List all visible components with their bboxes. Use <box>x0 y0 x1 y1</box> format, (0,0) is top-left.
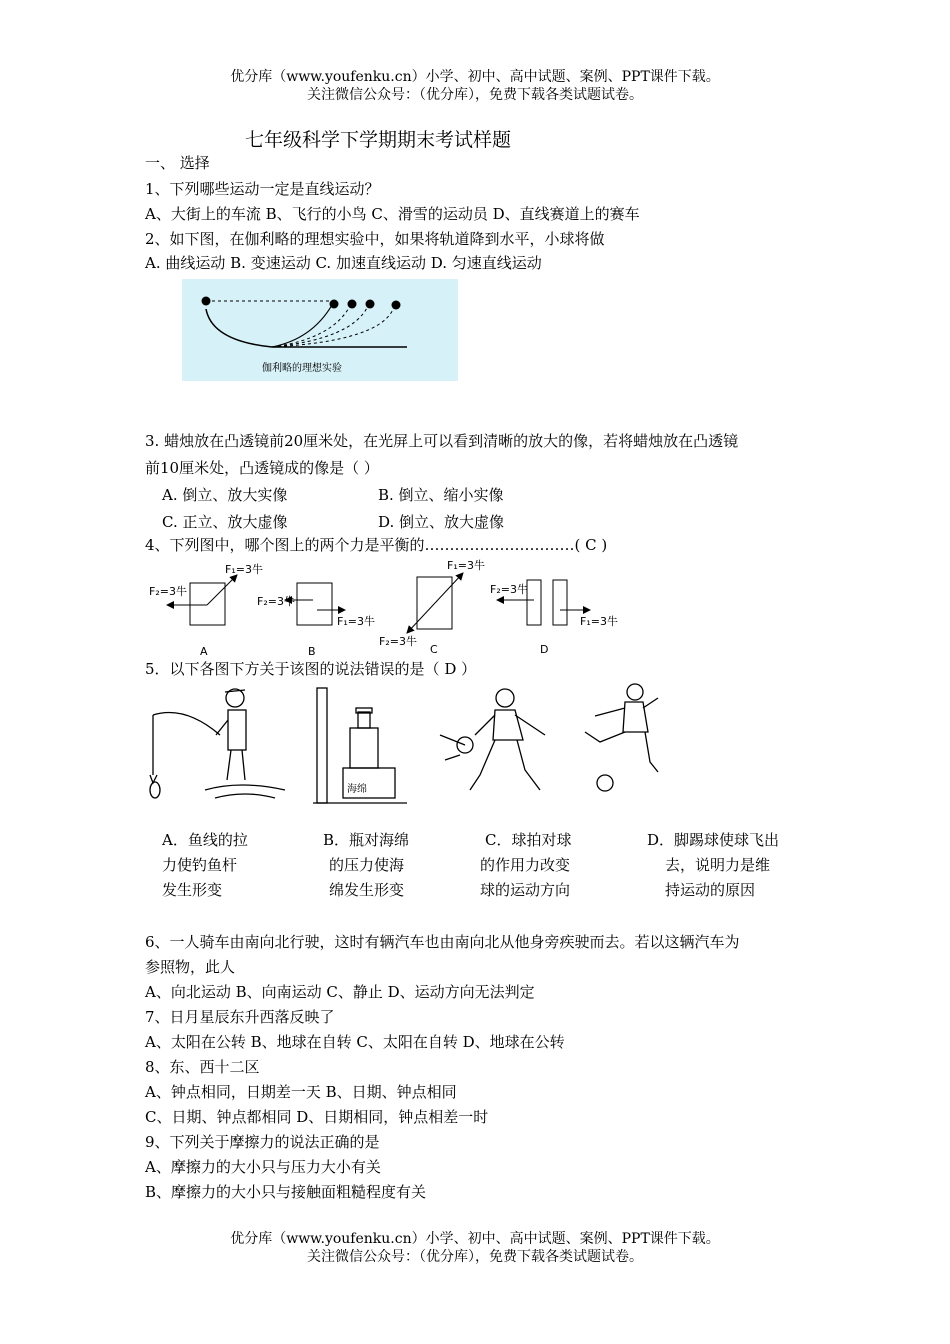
c-f2-label: F₂=3牛 <box>379 635 417 648</box>
q3-option-b: B. 倒立、缩小实像 <box>378 486 504 504</box>
q6-options: A、向北运动 B、向南运动 C、静止 D、运动方向无法判定 <box>145 983 535 1001</box>
b-f1-label: F₁=3牛 <box>337 615 375 628</box>
q5-option-b-line-3: 绵发生形变 <box>329 881 405 899</box>
footer-line-2: 关注微信公众号：（优分库），免费下载各类试题试卷。 <box>307 1249 643 1265</box>
q5-option-c-line-3: 球的运动方向 <box>480 881 571 899</box>
galileo-figure <box>182 279 458 381</box>
q5-option-a <box>162 828 248 903</box>
label-c: C <box>430 643 438 656</box>
q2-options: A. 曲线运动 B. 变速运动 C. 加速直线运动 D. 匀速直线运动 <box>145 254 542 272</box>
q3-option-a: A. 倒立、放大实像 <box>162 486 288 504</box>
q3-stem-line-2: 前10厘米处，凸透镜成的像是（ ） <box>145 459 379 477</box>
q8-stem: 8、东、西十二区 <box>145 1058 260 1076</box>
q5-option-d-line-3: 持运动的原因 <box>665 881 756 899</box>
a-f1-label: F₁=3牛 <box>225 563 263 576</box>
q3-stem-line-1: 3. 蜡烛放在凸透镜前20厘米处，在光屏上可以看到清晰的放大的像，若将蜡烛放在凸透镜 <box>145 432 739 450</box>
section-heading: 一、 选择 <box>145 154 210 172</box>
q5-stem: 5．以下各图下方关于该图的说法错误的是（ D ） <box>145 660 477 678</box>
label-d: D <box>540 643 549 656</box>
d-f1-label: F₁=3牛 <box>580 615 618 628</box>
q5-option-b <box>323 828 409 903</box>
q9-option-a: A、摩擦力的大小只与压力大小有关 <box>145 1158 381 1176</box>
q9-option-b: B、摩擦力的大小只与接触面粗糙程度有关 <box>145 1183 427 1201</box>
force-diagrams <box>145 555 645 660</box>
q7-options: A、太阳在公转 B、地球在自转 C、太阳在自转 D、地球在公转 <box>145 1033 565 1051</box>
label-b: B <box>308 645 316 658</box>
label-a: A <box>200 645 208 658</box>
header-line-1: 优分库（www.youfenku.cn）小学、初中、高中试题、案例、PPT课件下载。 <box>230 69 720 85</box>
q5-option-c-line-1: C．球拍对球 <box>485 831 572 849</box>
q1-stem: 1、下列哪些运动一定是直线运动？ <box>145 180 380 198</box>
d-f2-label: F₂=3牛 <box>490 583 528 596</box>
sponge-label: 海绵 <box>347 784 367 795</box>
q9-stem: 9、下列关于摩擦力的说法正确的是 <box>145 1133 380 1151</box>
q8-options-2: C、日期、钟点都相同 D、日期相同，钟点相差一时 <box>145 1108 489 1126</box>
q4-stem: 4、下列图中，哪个图上的两个力是平衡的…………………………( C ) <box>145 536 608 554</box>
q6-line-2: 参照物，此人 <box>145 958 236 976</box>
q3-option-c: C. 正立、放大虚像 <box>162 513 288 531</box>
q5-option-a-line-1: A．鱼线的拉 <box>162 831 248 849</box>
page-title: 七年级科学下学期期末考试样题 <box>245 129 512 151</box>
q5-option-a-line-3: 发生形变 <box>162 881 223 899</box>
q5-option-b-line-1: B．瓶对海绵 <box>323 831 410 849</box>
q5-option-d-line-2: 去，说明力是维 <box>665 856 771 874</box>
galileo-caption: 伽利略的理想实验 <box>262 363 342 374</box>
b-f2-label: F₂=3牛 <box>257 595 295 608</box>
q5-option-d <box>647 828 779 903</box>
q5-option-d-line-1: D．脚踢球使球飞出 <box>647 831 780 849</box>
q5-pictures <box>145 680 675 810</box>
c-f1-label: F₁=3牛 <box>447 559 485 572</box>
q7-stem: 7、日月星辰东升西落反映了 <box>145 1008 335 1026</box>
a-f2-label: F₂=3牛 <box>149 585 187 598</box>
q5-option-b-line-2: 的压力使海 <box>329 856 405 874</box>
header-line-2: 关注微信公众号：（优分库），免费下载各类试题试卷。 <box>307 87 643 103</box>
q3-option-d: D. 倒立、放大虚像 <box>378 513 505 531</box>
footer-line-1: 优分库（www.youfenku.cn）小学、初中、高中试题、案例、PPT课件下载。 <box>230 1231 720 1247</box>
q8-options-1: A、钟点相同，日期差一天 B、日期、钟点相同 <box>145 1083 457 1101</box>
q5-option-a-line-2: 力使钓鱼杆 <box>162 856 238 874</box>
q5-option-c-line-2: 的作用力改变 <box>480 856 571 874</box>
q2-stem: 2、如下图，在伽利略的理想实验中，如果将轨道降到水平，小球将做 <box>145 230 605 248</box>
q1-options: A、大街上的车流 B、飞行的小鸟 C、滑雪的运动员 D、直线赛道上的赛车 <box>145 205 640 223</box>
q5-option-c <box>480 828 571 903</box>
q6-line-1: 6、一人骑车由南向北行驶，这时有辆汽车也由南向北从他身旁疾驶而去。若以这辆汽车为 <box>145 933 740 951</box>
